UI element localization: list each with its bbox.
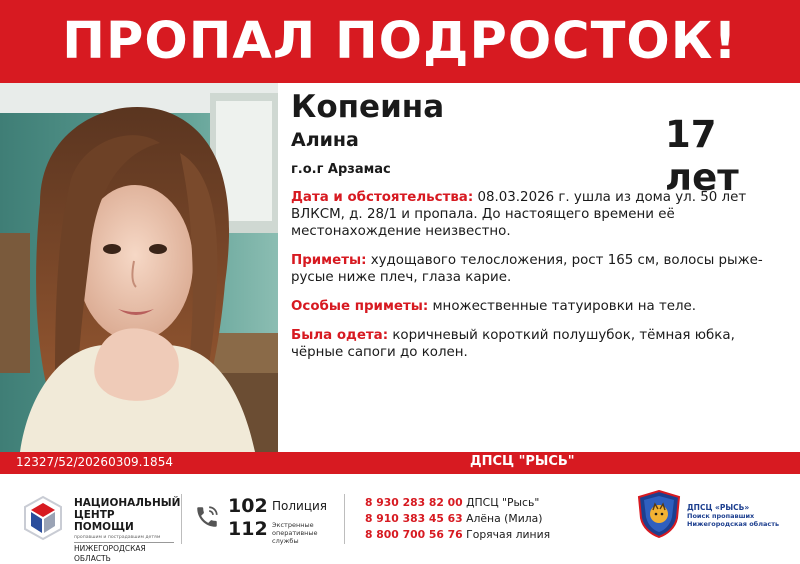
contacts-footer	[0, 474, 800, 564]
hotline-item[interactable]	[365, 495, 550, 511]
header-banner	[0, 0, 800, 83]
police-number[interactable]: 102	[228, 495, 268, 517]
help-center-line4: НИЖЕГОРОДСКАЯ ОБЛАСТЬ	[74, 542, 174, 564]
rys-org-line2: Поиск пропавших Нижегородская область	[687, 512, 780, 528]
divider	[181, 494, 182, 544]
divider	[344, 494, 345, 544]
signs-paragraph	[291, 252, 771, 286]
hotline-item[interactable]	[365, 527, 550, 543]
special-signs-text: множественные татуировки на теле.	[428, 299, 697, 314]
help-center-line2: ЦЕНТР ПОМОЩИ	[74, 509, 134, 533]
signs-text: худощавого телосложения, рост 165 см, волосы рыже-русые ниже плеч, глаза карие.	[291, 253, 763, 285]
police-label: Полиция	[272, 499, 328, 513]
rys-emblem-icon	[637, 490, 681, 538]
page-title: ПРОПАЛ ПОДРОСТОК!	[62, 12, 738, 71]
special-signs-paragraph	[291, 298, 771, 315]
person-age: 17 лет	[665, 113, 739, 199]
phone-icon	[194, 504, 220, 530]
person-surname: Копеина	[291, 89, 445, 125]
signs-label: Приметы:	[291, 253, 367, 268]
case-id: 12327/52/20260309.1854	[16, 455, 173, 469]
hotline-list	[365, 495, 550, 543]
rys-org-line1: ДПСЦ «РЫСЬ»	[687, 503, 750, 512]
hotline-name: Алёна (Мила)	[466, 512, 543, 525]
emergency-label: Экстренные оперативные службы	[272, 521, 318, 545]
footer-bar	[0, 452, 800, 474]
hotline-number: 8 800 700 56 76	[365, 528, 463, 541]
hotline-number: 8 910 383 45 63	[365, 512, 463, 525]
help-center-text	[74, 497, 181, 564]
hotline-number: 8 930 283 82 00	[365, 496, 463, 509]
rys-org-text	[687, 503, 797, 528]
clothes-label: Была одета:	[291, 328, 389, 343]
circumstances-text: 08.03.2026 г. ушла из дома ул. 50 лет ВЛКСМ, д. 28/1 и пропала. До настоящего времени её местонахождение неизвестно.	[291, 190, 747, 239]
missing-person-photo	[0, 83, 278, 452]
hotline-item[interactable]	[365, 511, 550, 527]
clothes-text: коричневый короткий полушубок, тёмная юбка, чёрные сапоги до колен.	[291, 328, 735, 360]
help-center-line1: НАЦИОНАЛЬНЫЙ	[74, 497, 181, 509]
org-title: ДПСЦ "РЫСЬ"	[470, 454, 575, 469]
special-signs-label: Особые приметы:	[291, 299, 429, 314]
help-center-line3: пропавшим и пострадавшим детям	[74, 535, 161, 540]
emergency-number[interactable]: 112	[228, 518, 268, 540]
circumstances-label: Дата и обстоятельства:	[291, 190, 474, 205]
person-first-name: Алина	[291, 129, 359, 151]
person-city: г.о.г Арзамас	[291, 162, 391, 177]
hotline-name: ДПСЦ "Рысь"	[466, 496, 540, 509]
clothes-paragraph	[291, 327, 771, 361]
help-center-logo	[20, 495, 66, 541]
hotline-name: Горячая линия	[466, 528, 551, 541]
